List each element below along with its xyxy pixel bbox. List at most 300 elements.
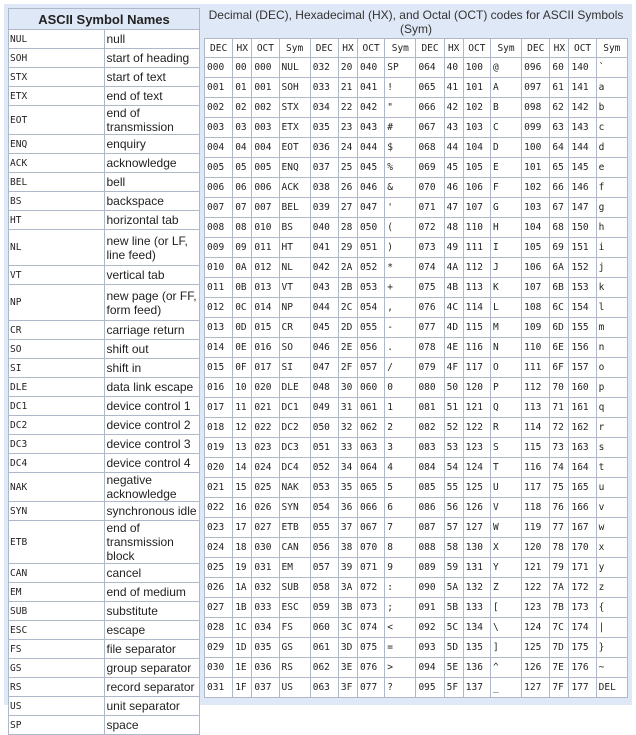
hex-cell: 3C [338,618,357,638]
sym-cell: | [596,618,627,638]
dec-cell: 124 [522,618,550,638]
hex-cell: 23 [338,118,357,138]
sym-cell: DLE [279,378,310,398]
symbol-abbr: STX [9,68,105,87]
hex-cell: 06 [233,178,252,198]
hex-cell: 49 [444,238,463,258]
sym-cell: @ [490,58,521,78]
oct-cell: 176 [569,658,596,678]
oct-cell: 034 [252,618,279,638]
oct-cell: 035 [252,638,279,658]
sym-cell: 9 [385,558,416,578]
oct-cell: 142 [569,98,596,118]
symbol-abbr: CAN [9,564,105,583]
oct-cell: 101 [463,78,490,98]
dec-cell: 026 [205,578,233,598]
sym-cell: 2 [385,418,416,438]
oct-cell: 164 [569,458,596,478]
dec-cell: 010 [205,258,233,278]
oct-cell: 165 [569,478,596,498]
dec-cell: 061 [310,638,338,658]
hex-cell: 7E [550,658,569,678]
hex-cell: 17 [233,518,252,538]
hex-cell: 20 [338,58,357,78]
hex-cell: 34 [338,458,357,478]
sym-cell: F [490,178,521,198]
symbol-name-row [9,49,200,68]
codes-row [205,98,628,118]
codes-row [205,498,628,518]
codes-row [205,618,628,638]
hex-cell: 40 [444,58,463,78]
oct-cell: 011 [252,238,279,258]
oct-cell: 015 [252,318,279,338]
hex-cell: 47 [444,198,463,218]
hex-cell: 59 [444,558,463,578]
hex-cell: 27 [338,198,357,218]
sym-cell: VT [279,278,310,298]
codes-row [205,558,628,578]
dec-cell: 018 [205,418,233,438]
codes-row [205,378,628,398]
codes-header-cell: HX [233,39,252,58]
sym-cell: 6 [385,498,416,518]
codes-row [205,338,628,358]
hex-cell: 1C [233,618,252,638]
hex-cell: 1B [233,598,252,618]
symbol-name-row [9,106,200,135]
dec-cell: 103 [522,198,550,218]
codes-row [205,678,628,698]
hex-cell: 52 [444,418,463,438]
hex-cell: 5A [444,578,463,598]
oct-cell: 144 [569,138,596,158]
sym-cell: \ [490,618,521,638]
oct-cell: 060 [358,378,385,398]
sym-cell: # [385,118,416,138]
oct-cell: 102 [463,98,490,118]
dec-cell: 106 [522,258,550,278]
symbol-abbr: FS [9,640,105,659]
oct-cell: 001 [252,78,279,98]
symbol-abbr: DC2 [9,416,105,435]
sym-cell: DC4 [279,458,310,478]
sym-cell: m [596,318,627,338]
symbol-abbr: SUB [9,602,105,621]
dec-cell: 044 [310,298,338,318]
dec-cell: 015 [205,358,233,378]
oct-cell: 143 [569,118,596,138]
sym-cell: U [490,478,521,498]
hex-cell: 05 [233,158,252,178]
oct-cell: 155 [569,318,596,338]
dec-cell: 100 [522,138,550,158]
sym-cell: - [385,318,416,338]
hex-cell: 1F [233,678,252,698]
sym-cell: c [596,118,627,138]
hex-cell: 18 [233,538,252,558]
dec-cell: 113 [522,398,550,418]
sym-cell: % [385,158,416,178]
sym-cell: ; [385,598,416,618]
symbol-abbr: GS [9,659,105,678]
oct-cell: 151 [569,238,596,258]
dec-cell: 031 [205,678,233,698]
sym-cell: B [490,98,521,118]
symbol-abbr: CR [9,321,105,340]
symbol-description: escape [104,621,200,640]
symbol-description: start of text [104,68,200,87]
hex-cell: 74 [550,458,569,478]
symbol-abbr: VT [9,266,105,285]
dec-cell: 054 [310,498,338,518]
symbol-description: device control 1 [104,397,200,416]
dec-cell: 079 [416,358,444,378]
hex-cell: 1A [233,578,252,598]
codes-header-cell: Sym [490,39,521,58]
dec-cell: 099 [522,118,550,138]
codes-row [205,398,628,418]
symbol-description: start of heading [104,49,200,68]
dec-cell: 086 [416,498,444,518]
symbol-names-title: ASCII Symbol Names [9,9,200,30]
dec-cell: 072 [416,218,444,238]
hex-cell: 5B [444,598,463,618]
oct-cell: 025 [252,478,279,498]
sym-cell: * [385,258,416,278]
sym-cell: FS [279,618,310,638]
symbol-abbr: US [9,697,105,716]
symbol-abbr: DC4 [9,454,105,473]
hex-cell: 21 [338,78,357,98]
codes-row [205,638,628,658]
symbol-abbr: DC1 [9,397,105,416]
oct-cell: 146 [569,178,596,198]
hex-cell: 24 [338,138,357,158]
dec-cell: 104 [522,218,550,238]
hex-cell: 67 [550,198,569,218]
sym-cell: o [596,358,627,378]
dec-cell: 007 [205,198,233,218]
dec-cell: 006 [205,178,233,198]
dec-cell: 096 [522,58,550,78]
sym-cell: v [596,498,627,518]
hex-cell: 73 [550,438,569,458]
symbol-abbr: RS [9,678,105,697]
codes-row [205,258,628,278]
hex-cell: 2F [338,358,357,378]
hex-cell: 19 [233,558,252,578]
oct-cell: 047 [358,198,385,218]
hex-cell: 56 [444,498,463,518]
dec-cell: 040 [310,218,338,238]
oct-cell: 016 [252,338,279,358]
codes-row [205,578,628,598]
codes-row [205,78,628,98]
dec-cell: 088 [416,538,444,558]
oct-cell: 123 [463,438,490,458]
sym-cell: p [596,378,627,398]
dec-cell: 125 [522,638,550,658]
dec-cell: 062 [310,658,338,678]
oct-cell: 153 [569,278,596,298]
sym-cell: y [596,558,627,578]
sym-cell: ~ [596,658,627,678]
sym-cell: K [490,278,521,298]
hex-cell: 36 [338,498,357,518]
sym-cell: H [490,218,521,238]
dec-cell: 045 [310,318,338,338]
oct-cell: 103 [463,118,490,138]
dec-cell: 118 [522,498,550,518]
codes-header-cell: DEC [416,39,444,58]
codes-row [205,218,628,238]
dec-cell: 097 [522,78,550,98]
oct-cell: 136 [463,658,490,678]
codes-header-row [205,39,628,58]
sym-cell: ' [385,198,416,218]
symbol-name-row [9,416,200,435]
hex-cell: 0E [233,338,252,358]
sym-cell: E [490,158,521,178]
sym-cell: ! [385,78,416,98]
codes-row [205,298,628,318]
oct-cell: 177 [569,678,596,698]
oct-cell: 064 [358,458,385,478]
hex-cell: 07 [233,198,252,218]
hex-cell: 2B [338,278,357,298]
oct-cell: 072 [358,578,385,598]
dec-cell: 075 [416,278,444,298]
sym-cell: q [596,398,627,418]
codes-row [205,458,628,478]
hex-cell: 08 [233,218,252,238]
codes-row [205,538,628,558]
dec-cell: 023 [205,518,233,538]
symbol-description: vertical tab [104,266,200,285]
symbol-description: negative acknowledge [104,473,200,502]
oct-cell: 032 [252,578,279,598]
dec-cell: 056 [310,538,338,558]
hex-cell: 14 [233,458,252,478]
hex-cell: 2D [338,318,357,338]
oct-cell: 017 [252,358,279,378]
hex-cell: 46 [444,178,463,198]
sym-cell: = [385,638,416,658]
sym-cell: { [596,598,627,618]
symbol-abbr: SO [9,340,105,359]
sym-cell: + [385,278,416,298]
dec-cell: 029 [205,638,233,658]
dec-cell: 016 [205,378,233,398]
oct-cell: 002 [252,98,279,118]
hex-cell: 78 [550,538,569,558]
sym-cell: / [385,358,416,378]
dec-cell: 069 [416,158,444,178]
symbol-name-row [9,30,200,49]
oct-cell: 000 [252,58,279,78]
dec-cell: 053 [310,478,338,498]
dec-cell: 076 [416,298,444,318]
symbol-description: group separator [104,659,200,678]
dec-cell: 052 [310,458,338,478]
symbol-description: unit separator [104,697,200,716]
dec-cell: 043 [310,278,338,298]
symbol-description: end of transmission block [104,521,200,564]
symbol-name-row [9,285,200,321]
codes-row [205,238,628,258]
hex-cell: 50 [444,378,463,398]
oct-cell: 003 [252,118,279,138]
oct-cell: 107 [463,198,490,218]
hex-cell: 0F [233,358,252,378]
hex-cell: 33 [338,438,357,458]
oct-cell: 022 [252,418,279,438]
dec-cell: 127 [522,678,550,698]
oct-cell: 135 [463,638,490,658]
oct-cell: 012 [252,258,279,278]
hex-cell: 13 [233,438,252,458]
hex-cell: 68 [550,218,569,238]
sym-cell: Q [490,398,521,418]
dec-cell: 012 [205,298,233,318]
oct-cell: 127 [463,518,490,538]
oct-cell: 063 [358,438,385,458]
sym-cell: g [596,198,627,218]
sym-cell: f [596,178,627,198]
hex-cell: 5D [444,638,463,658]
hex-cell: 71 [550,398,569,418]
sym-cell: j [596,258,627,278]
oct-cell: 174 [569,618,596,638]
sym-cell: RS [279,658,310,678]
dec-cell: 014 [205,338,233,358]
symbol-abbr: EOT [9,106,105,135]
sym-cell: SI [279,358,310,378]
sym-cell: _ [490,678,521,698]
dec-cell: 013 [205,318,233,338]
codes-table [204,38,628,698]
sym-cell: BEL [279,198,310,218]
sym-cell: s [596,438,627,458]
dec-cell: 117 [522,478,550,498]
symbol-abbr: ESC [9,621,105,640]
dec-cell: 030 [205,658,233,678]
symbol-name-row [9,173,200,192]
oct-cell: 145 [569,158,596,178]
dec-cell: 047 [310,358,338,378]
codes-panel [200,4,632,705]
hex-cell: 25 [338,158,357,178]
symbol-name-row [9,697,200,716]
sym-cell: t [596,458,627,478]
dec-cell: 003 [205,118,233,138]
oct-cell: 162 [569,418,596,438]
hex-cell: 7A [550,578,569,598]
dec-cell: 092 [416,618,444,638]
hex-cell: 37 [338,518,357,538]
oct-cell: 040 [358,58,385,78]
sym-cell: P [490,378,521,398]
dec-cell: 067 [416,118,444,138]
sym-cell: SUB [279,578,310,598]
hex-cell: 0A [233,258,252,278]
dec-cell: 035 [310,118,338,138]
dec-cell: 041 [310,238,338,258]
hex-cell: 4D [444,318,463,338]
oct-cell: 156 [569,338,596,358]
oct-cell: 170 [569,538,596,558]
hex-cell: 0D [233,318,252,338]
codes-row [205,158,628,178]
dec-cell: 115 [522,438,550,458]
sym-cell: ^ [490,658,521,678]
dec-cell: 070 [416,178,444,198]
dec-cell: 090 [416,578,444,598]
sym-cell: w [596,518,627,538]
symbol-name-row [9,521,200,564]
hex-cell: 15 [233,478,252,498]
symbol-description: device control 4 [104,454,200,473]
codes-row [205,598,628,618]
oct-cell: 026 [252,498,279,518]
oct-cell: 105 [463,158,490,178]
symbol-name-row [9,68,200,87]
hex-cell: 60 [550,58,569,78]
hex-cell: 3D [338,638,357,658]
symbol-name-row [9,473,200,502]
hex-cell: 03 [233,118,252,138]
dec-cell: 059 [310,598,338,618]
sym-cell: ( [385,218,416,238]
hex-cell: 16 [233,498,252,518]
oct-cell: 067 [358,518,385,538]
symbol-names-table [8,8,200,735]
dec-cell: 038 [310,178,338,198]
symbol-name-row [9,321,200,340]
codes-row [205,358,628,378]
oct-cell: 057 [358,358,385,378]
dec-cell: 022 [205,498,233,518]
sym-cell: N [490,338,521,358]
dec-cell: 111 [522,358,550,378]
symbol-name-row [9,230,200,266]
sym-cell: : [385,578,416,598]
dec-cell: 037 [310,158,338,178]
oct-cell: 046 [358,178,385,198]
sym-cell: W [490,518,521,538]
dec-cell: 057 [310,558,338,578]
sym-cell: ? [385,678,416,698]
dec-cell: 119 [522,518,550,538]
sym-cell: 5 [385,478,416,498]
oct-cell: 051 [358,238,385,258]
hex-cell: 10 [233,378,252,398]
oct-cell: 044 [358,138,385,158]
dec-cell: 087 [416,518,444,538]
symbol-abbr: BS [9,192,105,211]
dec-cell: 126 [522,658,550,678]
oct-cell: 106 [463,178,490,198]
hex-cell: 79 [550,558,569,578]
hex-cell: 72 [550,418,569,438]
symbol-abbr: NUL [9,30,105,49]
hex-cell: 57 [444,518,463,538]
hex-cell: 4E [444,338,463,358]
codes-header-cell: HX [444,39,463,58]
dec-cell: 107 [522,278,550,298]
dec-cell: 004 [205,138,233,158]
